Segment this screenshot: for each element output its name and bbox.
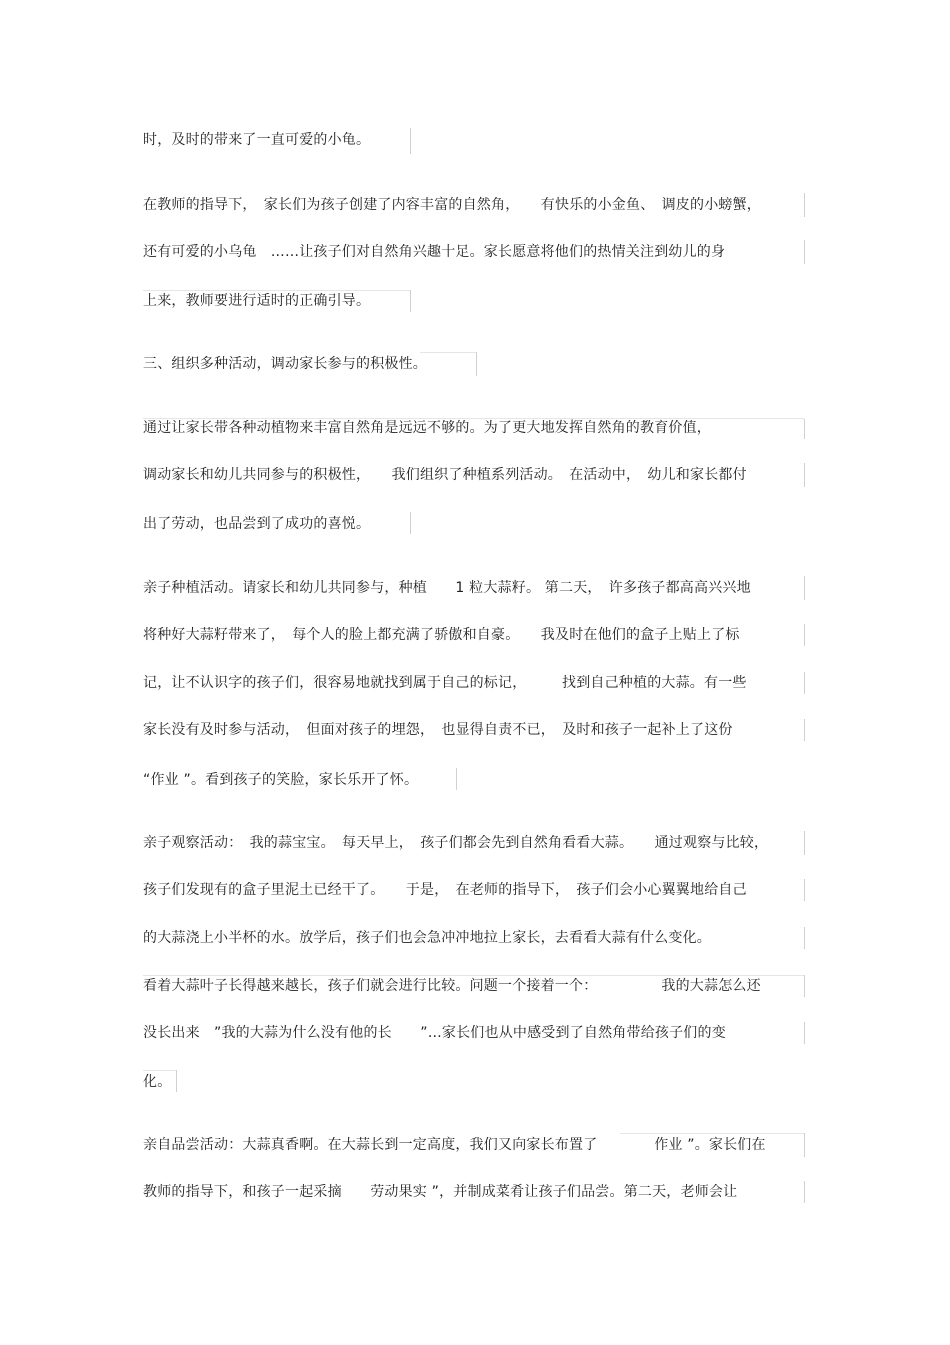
line-end-marker bbox=[804, 927, 805, 949]
line-end-marker bbox=[804, 879, 805, 901]
text-line: “作业 ”。看到孩子的笑脸，家长乐开了怀。 bbox=[143, 772, 419, 788]
line-rule bbox=[620, 1133, 804, 1134]
line-end-marker bbox=[804, 672, 805, 694]
line-rule bbox=[143, 975, 804, 976]
line-end-marker bbox=[410, 290, 411, 312]
line-end-marker bbox=[804, 576, 805, 600]
text-line: 看着大蒜叶子长得越来越长，孩子们就会进行比较。问题一个接着一个： 我的大蒜怎么还 bbox=[143, 978, 761, 994]
section-heading: 三、组织多种活动，调动家长参与的积极性。 bbox=[143, 356, 427, 372]
text-line: 的大蒜浇上小半杯的水。放学后，孩子们也会急冲冲地拉上家长，去看看大蒜有什么变化。 bbox=[143, 930, 711, 946]
line-end-marker bbox=[410, 128, 411, 154]
text-line: 将种好大蒜籽带来了， 每个人的脸上都充满了骄傲和自豪。 我及时在他们的盒子上贴上了标 bbox=[143, 627, 740, 643]
text-line: 在教师的指导下， 家长们为孩子创建了内容丰富的自然角， 有快乐的小金鱼、 调皮的小螃蟹， bbox=[143, 197, 761, 213]
line-end-marker bbox=[176, 1070, 177, 1092]
text-line: 没长出来 ”我的大蒜为什么没有他的长 ”…家长们也从中感受到了自然角带给孩子们的变 bbox=[143, 1025, 726, 1041]
line-end-marker bbox=[804, 1133, 805, 1157]
line-end-marker bbox=[456, 768, 457, 790]
text-line: 记，让不认识字的孩子们，很容易地就找到属于自己的标记， 找到自己种植的大蒜。有一些 bbox=[143, 675, 747, 691]
line-end-marker bbox=[804, 831, 805, 855]
text-line: 亲自品尝活动：大蒜真香啊。在大蒜长到一定高度，我们又向家长布置了 作业 ”。家长们在 bbox=[143, 1137, 766, 1153]
text-line: 时，及时的带来了一直可爱的小龟。 bbox=[143, 132, 371, 148]
text-line: 亲子观察活动： 我的蒜宝宝。 每天早上， 孩子们都会先到自然角看看大蒜。 通过观察与比较， bbox=[143, 835, 769, 851]
text-line: 还有可爱的小乌龟 ……让孩子们对自然角兴趣十足。家长愿意将他们的热情关注到幼儿的身 bbox=[143, 244, 726, 260]
text-line: 出了劳动，也品尝到了成功的喜悦。 bbox=[143, 516, 371, 532]
text-line: 调动家长和幼儿共同参与的积极性， 我们组织了种植系列活动。 在活动中， 幼儿和家长都付 bbox=[143, 467, 747, 483]
line-end-marker bbox=[476, 352, 477, 376]
text-line: 通过让家长带各种动植物来丰富自然角是远远不够的。为了更大地发挥自然角的教育价值， bbox=[143, 420, 711, 436]
line-rule bbox=[143, 290, 410, 291]
text-line: 亲子种植活动。请家长和幼儿共同参与，种植 1 粒大蒜籽。 第二天， 许多孩子都高高兴兴地 bbox=[143, 580, 751, 596]
line-end-marker bbox=[410, 512, 411, 534]
line-end-marker bbox=[804, 419, 805, 439]
line-end-marker bbox=[804, 975, 805, 997]
line-rule bbox=[143, 1070, 176, 1071]
line-end-marker bbox=[804, 240, 805, 264]
line-end-marker bbox=[804, 624, 805, 646]
line-rule bbox=[143, 418, 804, 419]
line-end-marker bbox=[804, 719, 805, 741]
line-end-marker bbox=[804, 1022, 805, 1044]
line-end-marker bbox=[804, 463, 805, 487]
line-rule bbox=[420, 352, 476, 353]
text-line: 孩子们发现有的盒子里泥土已经干了。 于是， 在老师的指导下， 孩子们会小心翼翼地给自己 bbox=[143, 882, 747, 898]
text-line: 上来，教师要进行适时的正确引导。 bbox=[143, 293, 371, 309]
line-end-marker bbox=[804, 193, 805, 217]
text-line: 家长没有及时参与活动， 但面对孩子的埋怨， 也显得自责不已， 及时和孩子一起补上了这份 bbox=[143, 722, 733, 738]
line-end-marker bbox=[804, 1181, 805, 1203]
text-line: 化。 bbox=[143, 1074, 172, 1090]
text-line: 教师的指导下，和孩子一起采摘 劳动果实 ”，并制成菜肴让孩子们品尝。第二天，老师会让 bbox=[143, 1184, 738, 1200]
